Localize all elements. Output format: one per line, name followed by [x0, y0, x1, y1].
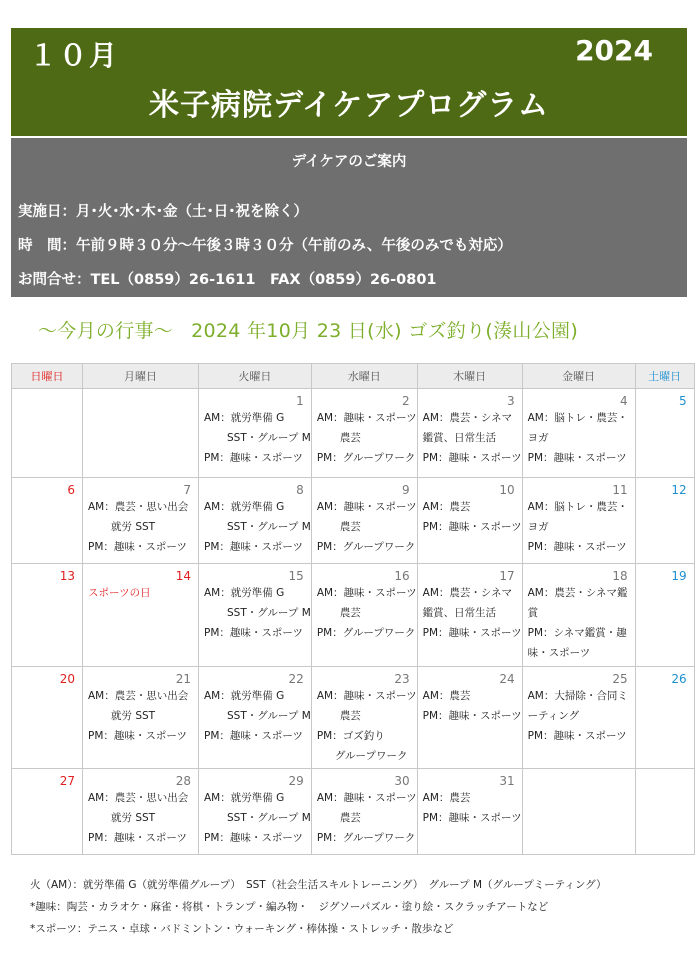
schedule-line: AM：農芸・思い出会 [88, 501, 189, 513]
info-panel [11, 138, 687, 297]
day-number: 8 [296, 483, 304, 497]
monthly-event [38, 316, 596, 343]
schedule-line: AM：就労準備 G [204, 412, 285, 424]
calendar-day-empty [522, 769, 635, 855]
schedule-line: PM：シネマ鑑賞・趣味・スポーツ [527, 627, 627, 659]
calendar-day [522, 667, 635, 769]
day-number: 10 [499, 483, 515, 497]
weekday-header-row [12, 364, 695, 389]
day-number: 1 [296, 394, 304, 408]
schedule-line: AM：趣味・スポーツ [316, 412, 417, 424]
footnote-abbreviations: 火（AM）：就労準備 G（就労準備グループ） SST（社会生活スキルトレーニング） グループ M（グループミーティング） [30, 879, 607, 891]
schedule-line: PM：グループワーク [316, 627, 416, 639]
info-days: 実施日：月･火･水･木･金（土･日･祝を除く） [18, 204, 308, 220]
day-number: 19 [671, 569, 687, 583]
schedule-line: SST・グループ M [227, 521, 311, 533]
info-hours: 時 間：午前９時３０分〜午後３時３０分（午前のみ、午後のみでも対応） [18, 238, 512, 254]
calendar-day [311, 667, 417, 769]
weekday-tue: 火曜日 [199, 364, 312, 389]
schedule-line: PM：趣味・スポーツ [204, 627, 303, 639]
day-number: 18 [612, 569, 628, 583]
day-number: 9 [402, 483, 410, 497]
schedule-line: AM：趣味・スポーツ [316, 792, 417, 804]
calendar-day [12, 478, 83, 564]
schedule-line: AM：農芸 [422, 792, 471, 804]
weekday-thu: 木曜日 [417, 364, 522, 389]
weekday-sat: 土曜日 [635, 364, 694, 389]
weekday-sun: 日曜日 [12, 364, 83, 389]
schedule-line: AM：農芸・思い出会 [88, 792, 189, 804]
day-number: 2 [402, 394, 410, 408]
calendar-week [12, 667, 695, 769]
schedule-line: AM：農芸・思い出会 [88, 690, 189, 702]
info-contact: お問合せ：TEL（0859）26-1611 FAX（0859）26-0801 [18, 272, 437, 288]
calendar-day [311, 769, 417, 855]
calendar-day [199, 769, 312, 855]
calendar-day [12, 564, 83, 667]
day-number: 12 [671, 483, 687, 497]
schedule-line: 農芸 [339, 432, 361, 444]
day-number: 4 [619, 394, 628, 408]
schedule-line: 農芸 [339, 521, 361, 533]
day-number: 21 [175, 672, 191, 686]
day-number: 23 [394, 672, 410, 686]
day-number: 24 [499, 672, 515, 686]
footnote-sports: *スポーツ：テニス・卓球・バドミントン・ウォーキング・棒体操・ストレッチ・散歩など [30, 923, 454, 935]
weekday-mon: 月曜日 [83, 364, 199, 389]
schedule-line: AM：趣味・スポーツ [316, 587, 417, 599]
day-number: 17 [499, 569, 515, 583]
day-number: 28 [175, 774, 191, 788]
schedule-line: AM：農芸・シネマ鑑賞 [527, 587, 628, 619]
schedule-line: AM：就労準備 G [204, 501, 285, 513]
calendar-week [12, 564, 695, 667]
calendar-day [522, 564, 635, 667]
holiday-label: スポーツの日 [88, 587, 151, 599]
event-text: 2024 年10月 23 日(水) ゴズ釣り(湊山公園) [191, 320, 579, 342]
calendar-day [83, 667, 199, 769]
day-number: 29 [288, 774, 304, 788]
schedule-line: AM：就労準備 G [204, 690, 285, 702]
schedule-line: SST・グループ M [227, 432, 311, 444]
calendar-day [417, 389, 522, 478]
calendar-day-empty [12, 389, 83, 478]
day-number: 30 [394, 774, 410, 788]
schedule-line: AM：農芸 [422, 690, 471, 702]
calendar-day [311, 564, 417, 667]
calendar-day [311, 478, 417, 564]
day-number: 14 [175, 569, 191, 583]
schedule-line: PM：趣味・スポーツ [527, 541, 627, 553]
calendar-day [417, 564, 522, 667]
calendar-week [12, 769, 695, 855]
schedule-line: PM：趣味・スポーツ [422, 710, 522, 722]
schedule-line: AM：脳トレ・農芸・ヨガ [527, 412, 628, 444]
calendar-day [522, 478, 635, 564]
day-number: 6 [67, 483, 75, 497]
day-number: 3 [506, 394, 515, 408]
weekday-fri: 金曜日 [522, 364, 635, 389]
calendar-day [311, 389, 417, 478]
schedule-line: PM：趣味・スポーツ [422, 452, 522, 464]
calendar-day [83, 564, 199, 667]
day-number: 27 [59, 774, 75, 788]
calendar-day [522, 389, 635, 478]
schedule-line: PM：趣味・スポーツ [527, 452, 627, 464]
schedule-line: PM：グループワーク [316, 452, 416, 464]
day-number: 5 [678, 394, 687, 408]
calendar-day [635, 667, 694, 769]
calendar-day [199, 564, 312, 667]
calendar-day [199, 667, 312, 769]
info-heading: デイケアのご案内 [291, 154, 407, 170]
calendar-day [12, 667, 83, 769]
schedule-line: SST・グループ M [227, 710, 311, 722]
schedule-line: PM：趣味・スポーツ [88, 832, 187, 844]
calendar-day [83, 769, 199, 855]
schedule-line: SST・グループ M [227, 607, 311, 619]
day-number: 25 [612, 672, 628, 686]
calendar-day [199, 478, 312, 564]
schedule-line: 就労 SST [111, 710, 156, 722]
calendar-day [635, 564, 694, 667]
schedule-line: PM：趣味・スポーツ [422, 812, 522, 824]
schedule-line: PM：趣味・スポーツ [204, 541, 303, 553]
day-number: 15 [288, 569, 304, 583]
day-number: 22 [288, 672, 304, 686]
schedule-line: AM：農芸・シネマ鑑賞、日常生活 [422, 412, 513, 444]
schedule-line: AM：農芸 [422, 501, 471, 513]
day-number: 16 [394, 569, 410, 583]
calendar-day [12, 769, 83, 855]
calendar-day [635, 478, 694, 564]
schedule-line: PM：グループワーク [316, 541, 416, 553]
calendar-day [83, 478, 199, 564]
schedule-line: PM：趣味・スポーツ [422, 627, 522, 639]
day-number: 11 [612, 483, 628, 497]
calendar-day [635, 389, 694, 478]
calendar-day [199, 389, 312, 478]
calendar-table [11, 363, 695, 855]
schedule-line: PM：趣味・スポーツ [204, 452, 303, 464]
schedule-line: AM：農芸・シネマ鑑賞、日常生活 [422, 587, 513, 619]
schedule-line: SST・グループ M [227, 812, 311, 824]
calendar-day [417, 769, 522, 855]
schedule-line: AM：脳トレ・農芸・ヨガ [527, 501, 628, 533]
schedule-line: PM：ゴズ釣り [316, 730, 385, 742]
event-label: 〜今月の行事〜 [38, 320, 174, 342]
calendar-day-empty [83, 389, 199, 478]
title-banner [11, 28, 687, 136]
schedule-line: PM：趣味・スポーツ [422, 521, 522, 533]
schedule-line: AM：趣味・スポーツ [316, 690, 417, 702]
calendar-day-empty [635, 769, 694, 855]
schedule-line: 就労 SST [111, 812, 156, 824]
year-label: 2024 [575, 34, 653, 67]
weekday-wed: 水曜日 [311, 364, 417, 389]
schedule-line: AM：就労準備 G [204, 792, 285, 804]
schedule-line: PM：趣味・スポーツ [88, 730, 187, 742]
schedule-line: AM：趣味・スポーツ [316, 501, 417, 513]
schedule-line: PM：趣味・スポーツ [204, 832, 303, 844]
schedule-line: PM：グループワーク [316, 832, 416, 844]
calendar-day [417, 478, 522, 564]
schedule-line: 農芸 [339, 607, 361, 619]
schedule-line: 農芸 [339, 710, 361, 722]
schedule-line: グループワーク [334, 750, 408, 762]
month-label: １０月 [29, 39, 120, 72]
page-title: 米子病院デイケアプログラム [149, 88, 549, 123]
calendar-day [417, 667, 522, 769]
footnote-hobby: *趣味：陶芸・カラオケ・麻雀・将棋・トランプ・編み物・ ジグソーパズル・塗り絵・スクラッチアートなど [30, 901, 549, 913]
calendar-week [12, 478, 695, 564]
schedule-line: PM：趣味・スポーツ [527, 730, 627, 742]
schedule-line: AM：大掃除・合同ミーティング [527, 690, 628, 722]
schedule-line: PM：趣味・スポーツ [204, 730, 303, 742]
schedule-line: 就労 SST [111, 521, 156, 533]
schedule-line: 農芸 [339, 812, 361, 824]
calendar-week [12, 389, 695, 478]
schedule-line: PM：趣味・スポーツ [88, 541, 187, 553]
day-number: 7 [183, 483, 191, 497]
day-number: 31 [499, 774, 515, 788]
day-number: 26 [671, 672, 687, 686]
day-number: 20 [59, 672, 75, 686]
schedule-line: AM：就労準備 G [204, 587, 285, 599]
day-number: 13 [59, 569, 75, 583]
